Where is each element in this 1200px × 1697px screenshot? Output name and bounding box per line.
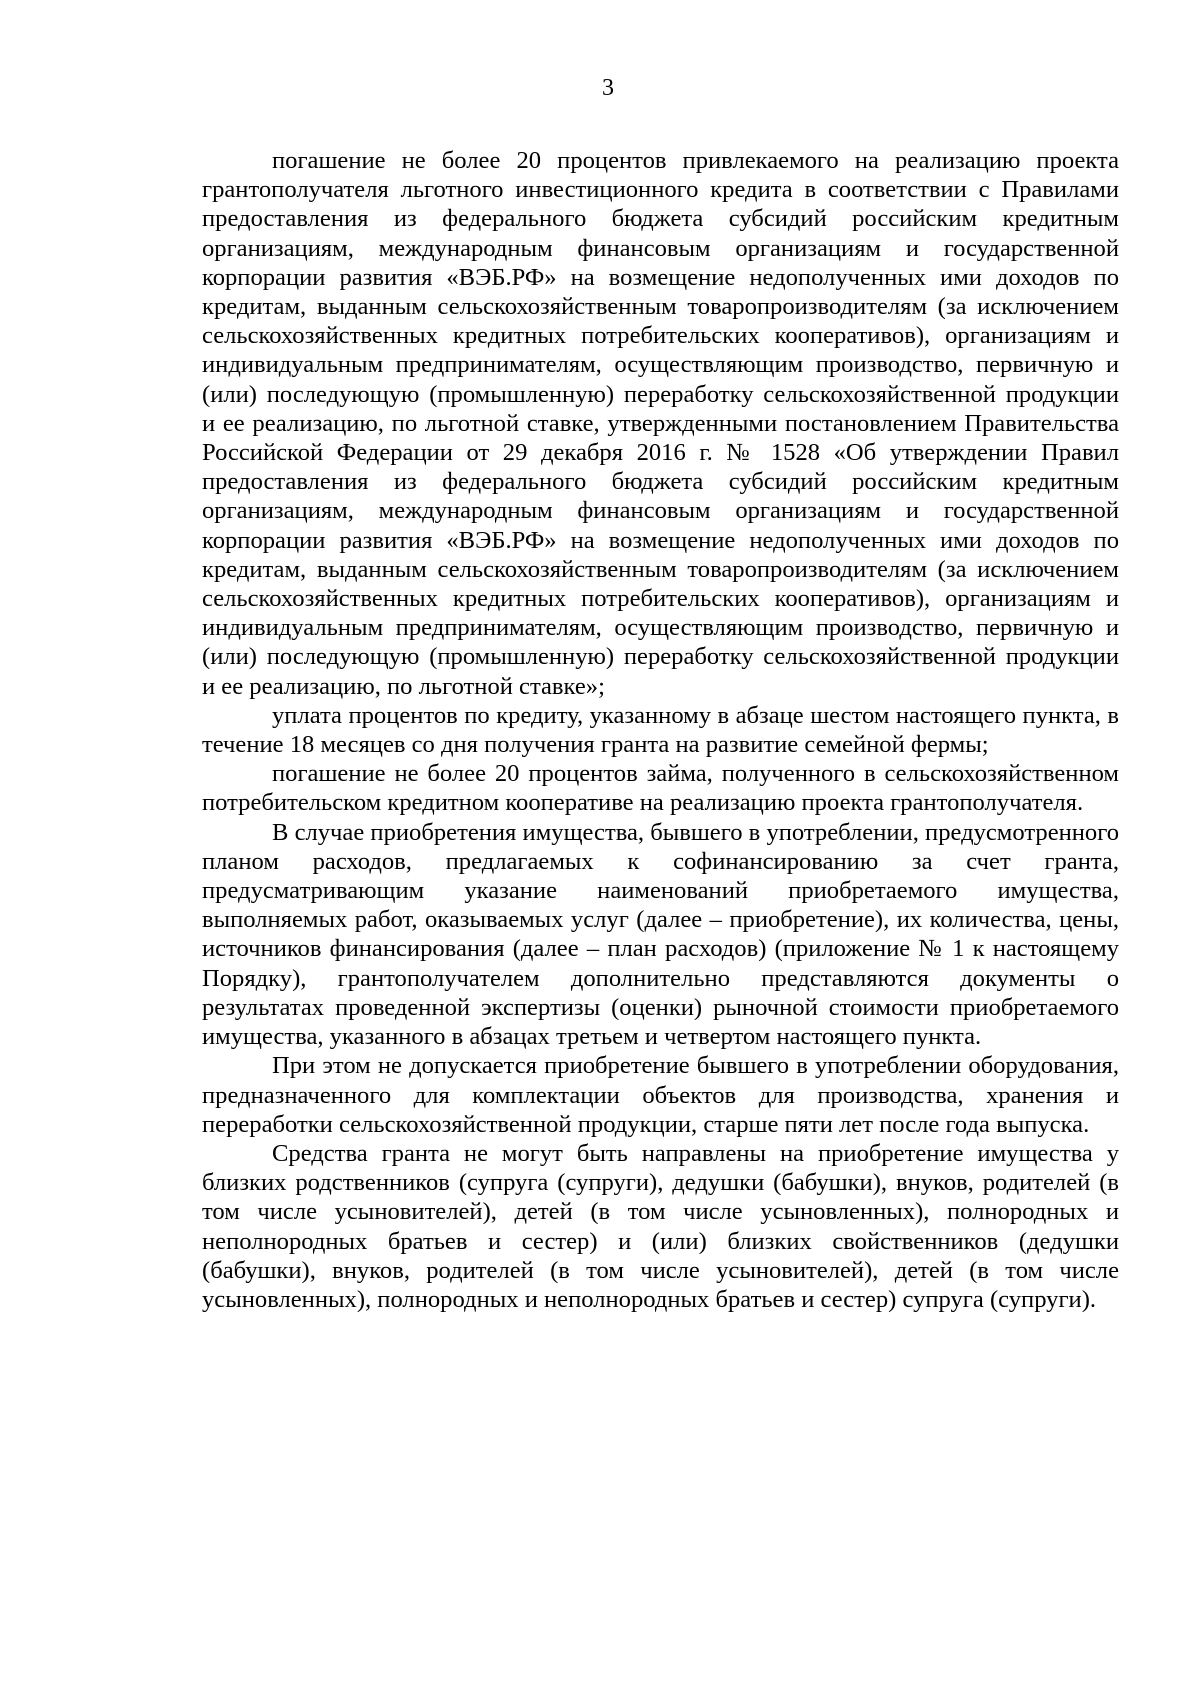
page-number: 3 (602, 75, 614, 101)
paragraph: При этом не допускается приобретение бывшего в употреблении оборудования, предназначенного для комплектации объектов для производства, хранения и переработки сельскохозяйственной продукции, старше пяти лет после года выпуска. (202, 1052, 1119, 1138)
paragraph: погашение не более 20 процентов займа, полученного в сельскохозяйственном потребительском кредитном кооперативе на реализацию проекта грантополучателя. (202, 760, 1119, 817)
paragraph: погашение не более 20 процентов привлекаемого на реализацию проекта грантополучателя льготного инвестиционного кредита в соответствии с Правилами предоставления из федерального бюджета субсидий российским кредитным организациям, международным финансовым организациям и государственной корпорации развития «ВЭБ.РФ» на возмещение недополученных ими доходов по кредитам, выданным сельскохозяйственным товаропроизводителям (за исключением сельскохозяйственных кредитных потребительских кооперативов), организациям и индивидуальным предпринимателям, осуществляющим производство, первичную и (или) последующую (промышленную) переработку сельскохозяйственной продукции и ее реализацию, по льготной ставке, утвержденными постановлением Правительства Российской Федерации от 29 декабря 2016 г. № 1528 «Об утверждении Правил предоставления из федерального бюджета субсидий российским кредитным организациям, международным финансовым организациям и государственной корпорации развития «ВЭБ.РФ» на возмещение недополученных ими доходов по кредитам, выданным сельскохозяйственным товаропроизводителям (за исключением сельскохозяйственных кредитных потребительских кооперативов), организациям и индивидуальным предпринимателям, осуществляющим производство, первичную и (или) последующую (промышленную) переработку сельскохозяйственной продукции и ее реализацию, по льготной ставке»; (202, 147, 1119, 700)
paragraph: В случае приобретения имущества, бывшего в употреблении, предусмотренного планом расходов, предлагаемых к софинансированию за счет гранта, предусматривающим указание наименований приобретаемого имущества, выполняемых работ, оказываемых услуг (далее – приобретение), их количества, цены, источников финансирования (далее – план расходов) (приложение № 1 к настоящему Порядку), грантополучателем дополнительно представляются документы о результатах проведенной экспертизы (оценки) рыночной стоимости приобретаемого имущества, указанного в абзацах третьем и четвертом настоящего пункта. (202, 818, 1119, 1051)
paragraph: уплата процентов по кредиту, указанному в абзаце шестом настоящего пункта, в течение 18 месяцев со дня получения гранта на развитие семейной фермы; (202, 701, 1119, 759)
paragraph: Средства гранта не могут быть направлены на приобретение имущества у близких родственников (супруга (супруги), дедушки (бабушки), внуков, родителей (в том числе усыновителей), детей (в том числе усыновленных), полнородных и неполнородных братьев и сестер) и (или) близких свойственников (дедушки (бабушки), внуков, родителей (в том числе усыновителей), детей (в том числе усыновленных), полнородных и неполнородных братьев и сестер) супруга (супруги). (202, 1139, 1119, 1313)
document-body (202, 146, 1119, 1314)
